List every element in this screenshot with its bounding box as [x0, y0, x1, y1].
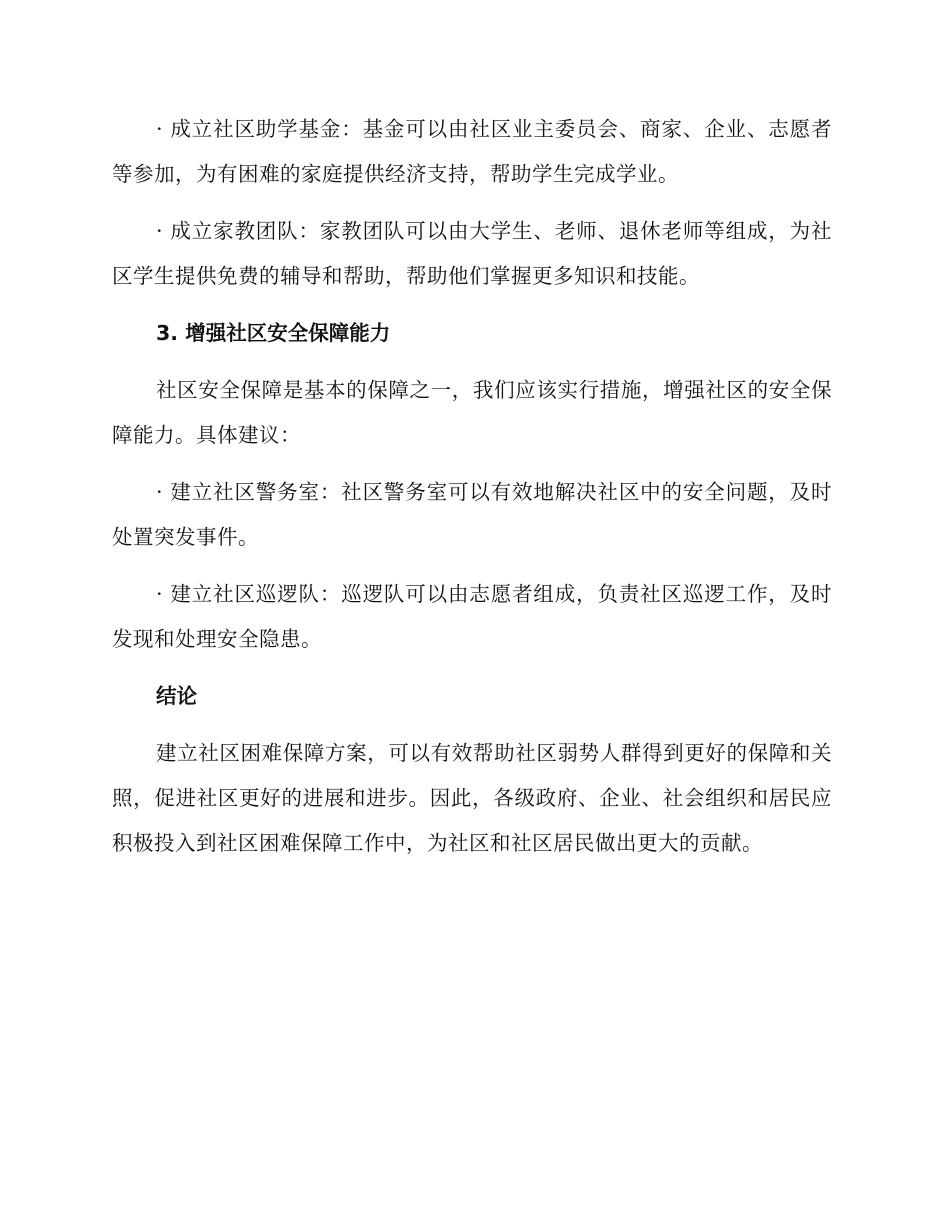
bullet-paragraph-patrol-team: · 建立社区巡逻队：巡逻队可以由志愿者组成，负责社区巡逻工作，及时发现和处理安全隐患。 — [112, 582, 832, 651]
section-heading-conclusion: 结论 — [156, 684, 197, 708]
body-paragraph-safety-intro: 社区安全保障是基本的保障之一，我们应该实行措施，增强社区的安全保障能力。具体建议： — [112, 378, 832, 447]
bullet-paragraph-scholarship-fund: · 成立社区助学基金：基金可以由社区业主委员会、商家、企业、志愿者等参加，为有困难的家庭提供经济支持，帮助学生完成学业。 — [112, 117, 832, 186]
document-page — [112, 107, 832, 878]
bullet-paragraph-tutoring-team: · 成立家教团队：家教团队可以由大学生、老师、退休老师等组成，为社区学生提供免费的辅导和帮助，帮助他们掌握更多知识和技能。 — [112, 219, 832, 288]
bullet-paragraph-police-room: · 建立社区警务室：社区警务室可以有效地解决社区中的安全问题，及时处置突发事件。 — [112, 480, 832, 549]
section-heading-safety: 3. 增强社区安全保障能力 — [156, 321, 391, 345]
body-paragraph-conclusion: 建立社区困难保障方案，可以有效帮助社区弱势人群得到更好的保障和关照，促进社区更好的进展和进步。因此，各级政府、企业、社会组织和居民应积极投入到社区困难保障工作中，为社区和社区居民做出更大的贡献。 — [112, 741, 832, 855]
